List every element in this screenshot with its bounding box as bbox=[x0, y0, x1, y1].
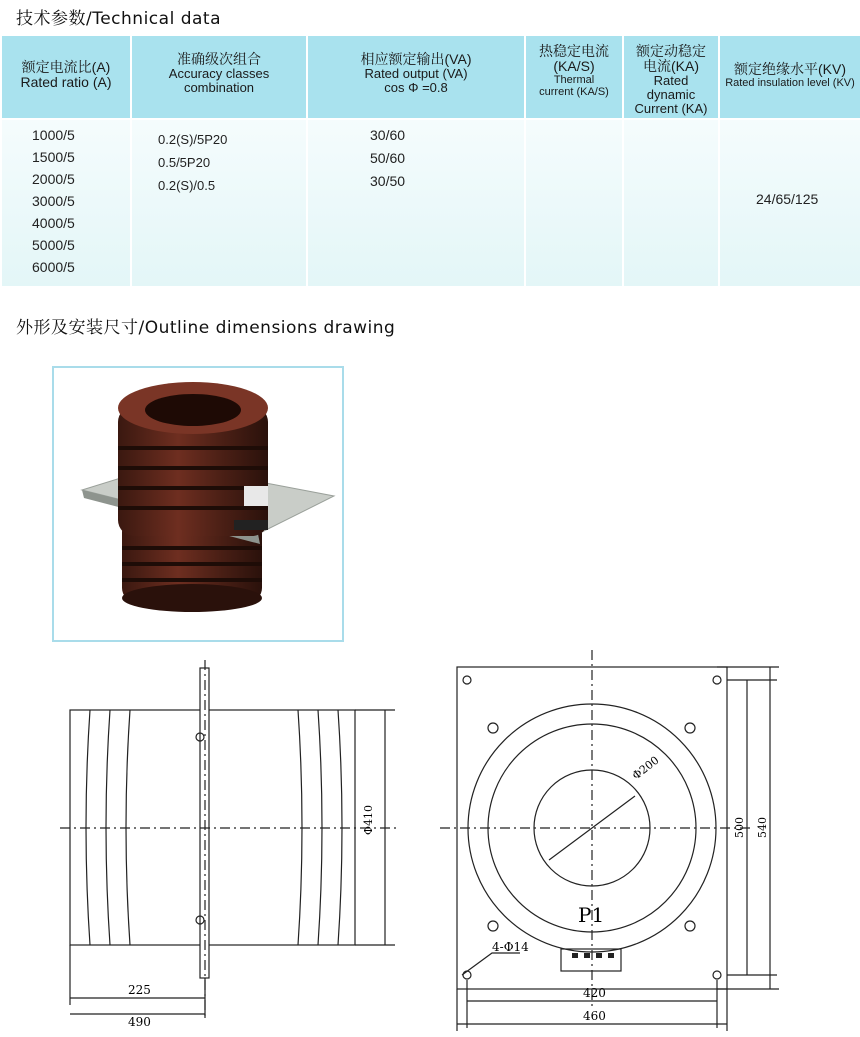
column-divider bbox=[524, 36, 526, 286]
column-divider bbox=[622, 36, 624, 286]
accuracy-value: 0.2(S)/5P20 bbox=[158, 132, 228, 147]
side-body bbox=[70, 710, 355, 945]
header-en: Thermal bbox=[553, 74, 595, 86]
dim-490-label: 490 bbox=[128, 1015, 151, 1029]
terminal-marker bbox=[584, 953, 590, 958]
mount-hole bbox=[685, 921, 695, 931]
product-photo bbox=[52, 366, 344, 642]
front-dia-label: Φ200 bbox=[629, 753, 662, 783]
dim-lines-bottom bbox=[70, 945, 205, 1018]
output-value: 30/60 bbox=[370, 127, 406, 143]
corner-hole bbox=[713, 971, 721, 979]
side-view-drawing bbox=[60, 660, 400, 1020]
header-zh: 准确级次组合 bbox=[177, 51, 261, 67]
accuracy-value: 0.5/5P20 bbox=[158, 155, 211, 170]
corner-hole bbox=[463, 971, 471, 979]
header-zh: 热稳定电流(KA/S) bbox=[539, 43, 609, 74]
ratio-value: 5000/5 bbox=[32, 237, 75, 253]
holes-leader bbox=[462, 953, 520, 975]
outline-drawing-title: 外形及安装尺寸/Outline dimensions drawing bbox=[16, 318, 396, 338]
corner-hole bbox=[713, 676, 721, 684]
output-list bbox=[370, 124, 405, 193]
header-en: Rated output (VA) bbox=[364, 66, 468, 81]
output-value: 50/60 bbox=[370, 150, 406, 166]
accuracy-list bbox=[158, 128, 227, 197]
header-zh: 额定电流比(A) bbox=[21, 59, 111, 75]
header-rated-output bbox=[308, 36, 524, 118]
transformer-photo-illustration bbox=[54, 368, 342, 640]
header-insulation bbox=[720, 36, 860, 118]
terminal-marker bbox=[608, 953, 614, 958]
header-dynamic bbox=[624, 36, 718, 118]
outline-drawings bbox=[0, 640, 860, 1037]
ratio-value: 4000/5 bbox=[32, 215, 75, 231]
ratio-value: 3000/5 bbox=[32, 193, 75, 209]
header-rated-ratio bbox=[2, 36, 130, 118]
side-dia-label: Φ410 bbox=[362, 804, 375, 835]
header-en: Rated dynamic bbox=[646, 73, 696, 102]
ratio-value: 2000/5 bbox=[32, 171, 75, 187]
dim-460-label: 460 bbox=[583, 1009, 606, 1023]
header-thermal bbox=[526, 36, 622, 118]
header-en: Accuracy classes bbox=[168, 66, 270, 81]
terminal-marker bbox=[596, 953, 602, 958]
dim-540-label: 540 bbox=[756, 817, 769, 838]
header-extra: combination bbox=[183, 80, 255, 95]
header-extra: current (KA/S) bbox=[539, 86, 609, 98]
column-divider bbox=[130, 36, 132, 286]
accuracy-value: 0.2(S)/0.5 bbox=[158, 178, 216, 193]
dim-420-label: 420 bbox=[583, 986, 606, 1000]
column-divider bbox=[718, 36, 720, 286]
column-divider bbox=[306, 36, 308, 286]
header-accuracy bbox=[132, 36, 306, 118]
terminal-marker bbox=[572, 953, 578, 958]
header-zh: 额定动稳定电流(KA) bbox=[636, 43, 706, 74]
ratio-value: 1500/5 bbox=[32, 149, 75, 165]
ratio-list bbox=[32, 124, 75, 278]
holes-label: 4-Φ14 bbox=[492, 940, 529, 954]
mount-hole bbox=[488, 723, 498, 733]
corner-hole bbox=[463, 676, 471, 684]
ratio-value: 6000/5 bbox=[32, 259, 75, 275]
mount-hole bbox=[685, 723, 695, 733]
output-value: 30/50 bbox=[370, 173, 406, 189]
header-zh: 额定绝缘水平(KV) bbox=[734, 61, 846, 77]
header-zh: 相应额定输出(VA) bbox=[360, 51, 472, 67]
terminal-markers bbox=[572, 953, 614, 958]
front-view-drawing bbox=[440, 650, 779, 1031]
header-en: Rated insulation level (KV) bbox=[725, 77, 855, 89]
ratio-value: 1000/5 bbox=[32, 127, 75, 143]
dim-500-label: 500 bbox=[733, 817, 746, 838]
technical-data-table bbox=[2, 36, 860, 286]
header-extra: Current (KA) bbox=[634, 101, 708, 116]
technical-data-title: 技术参数/Technical data bbox=[16, 9, 221, 29]
terminal-p1-label: P1 bbox=[578, 903, 605, 927]
insulation-value: 24/65/125 bbox=[756, 191, 819, 207]
dim-225-label: 225 bbox=[128, 983, 151, 997]
header-extra: cos Φ =0.8 bbox=[384, 80, 448, 95]
mount-hole bbox=[488, 921, 498, 931]
header-en: Rated ratio (A) bbox=[20, 74, 112, 90]
